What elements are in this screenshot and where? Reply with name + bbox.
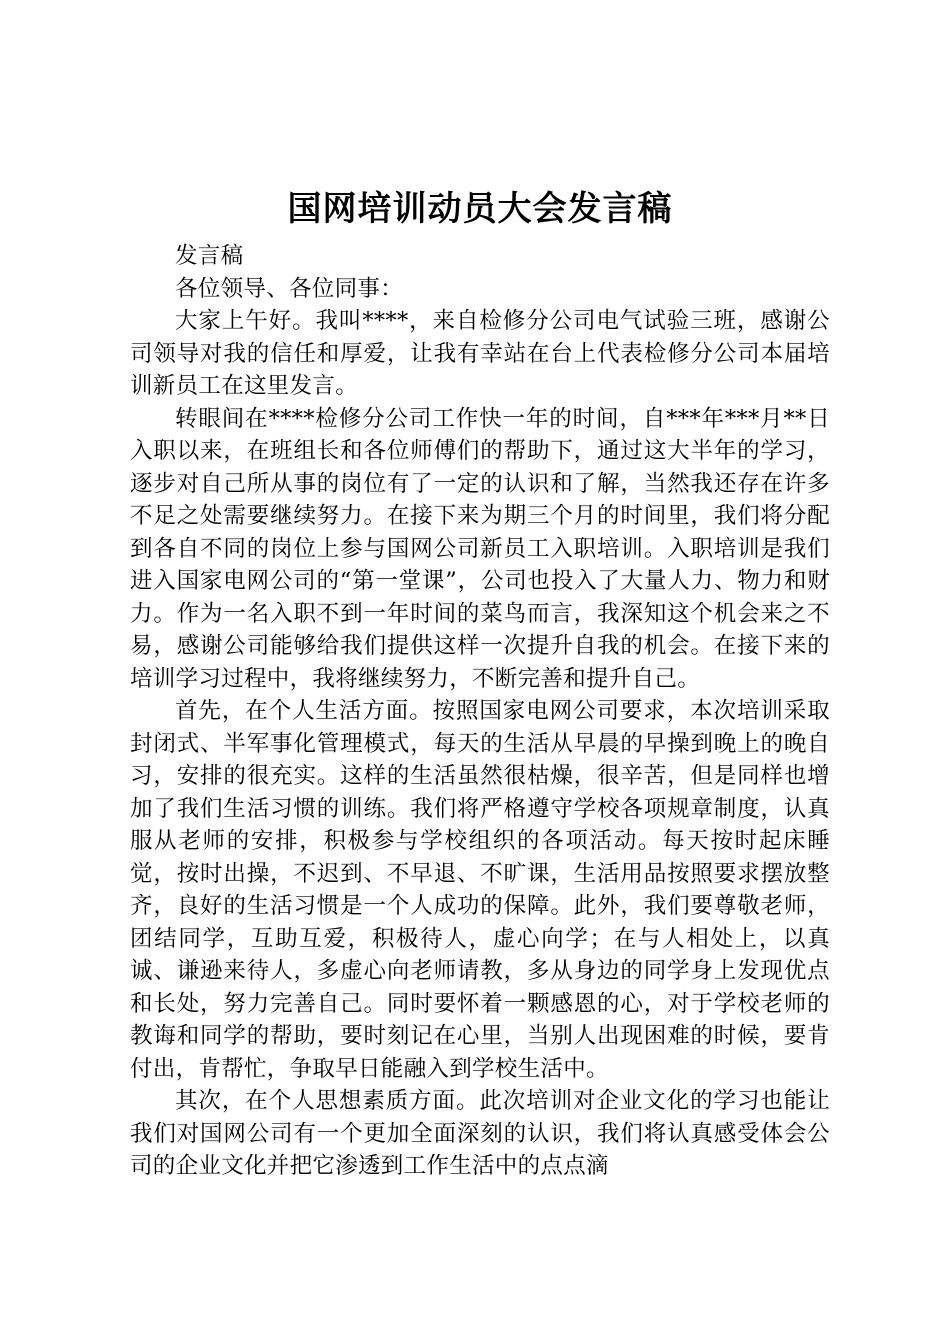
paragraph-ideology: 其次，在个人思想素质方面。此次培训对企业文化的学习也能让我们对国网公司有一个更加全面深刻的认识，我们将认真感受体会公司的企业文化并把它渗透到工作生活中的点点滴 — [130, 1088, 830, 1179]
paragraph-salutation: 各位领导、各位同事： — [175, 275, 404, 302]
document-title: 国网培训动员大会发言稿 — [287, 189, 673, 229]
paragraph-personal-life: 首先，在个人生活方面。按照国家电网公司要求，本次培训采取封闭式、半军事化管理模式，每天的生活从早晨的早操到晚上的晚自习，安排的很充实。这样的生活虽然很枯燥，很辛苦，但是同样也增加了我们生活习惯的训练。我们将严格遵守学校各项规章制度，认真服从老师的安排，积极参与学校组织的各项活动。每天按时起床睡觉，按时出操，不迟到、不早退、不旷课，生活用品按照要求摆放整齐，良好的生活习惯是一个人成功的保障。此外，我们要尊敬老师，团结同学，互助互爱，积极待人，虚心向学；在与人相处上，以真诚、谦逊来待人，多虚心向老师请教，多从身边的同学身上发现优点和长处，努力完善自己。同时要怀着一颗感恩的心，对于学校老师的教诲和同学的帮助，要时刻记在心里，当别人出现困难的时候，要肯付出，肯帮忙，争取早日能融入到学校生活中。 — [130, 698, 830, 1082]
paragraph-background: 转眼间在****检修分公司工作快一年的时间，自***年***月**日入职以来，在班组长和各位师傅们的帮助下，通过这大半年的学习，逐步对自己所从事的岗位有了一定的认识和了解，当然我还存在许多不足之处需要继续努力。在接下来为期三个月的时间里，我们将分配到各自不同的岗位上参与国网公司新员工入职培训。入职培训是我们进入国家电网公司的“第一堂课”，公司也投入了大量人力、物力和财力。作为一名入职不到一年时间的菜鸟而言，我深知这个机会来之不易，感谢公司能够给我们提供这样一次提升自我的机会。在接下来的培训学习过程中，我将继续努力，不断完善和提升自己。 — [130, 405, 830, 692]
paragraph-introduction: 大家上午好。我叫****，来自检修分公司电气试验三班，感谢公司领导对我的信任和厚爱，让我有幸站在台上代表检修分公司本届培训新员工在这里发言。 — [130, 308, 830, 399]
paragraph-label: 发言稿 — [175, 243, 244, 269]
document-page — [130, 186, 830, 1183]
